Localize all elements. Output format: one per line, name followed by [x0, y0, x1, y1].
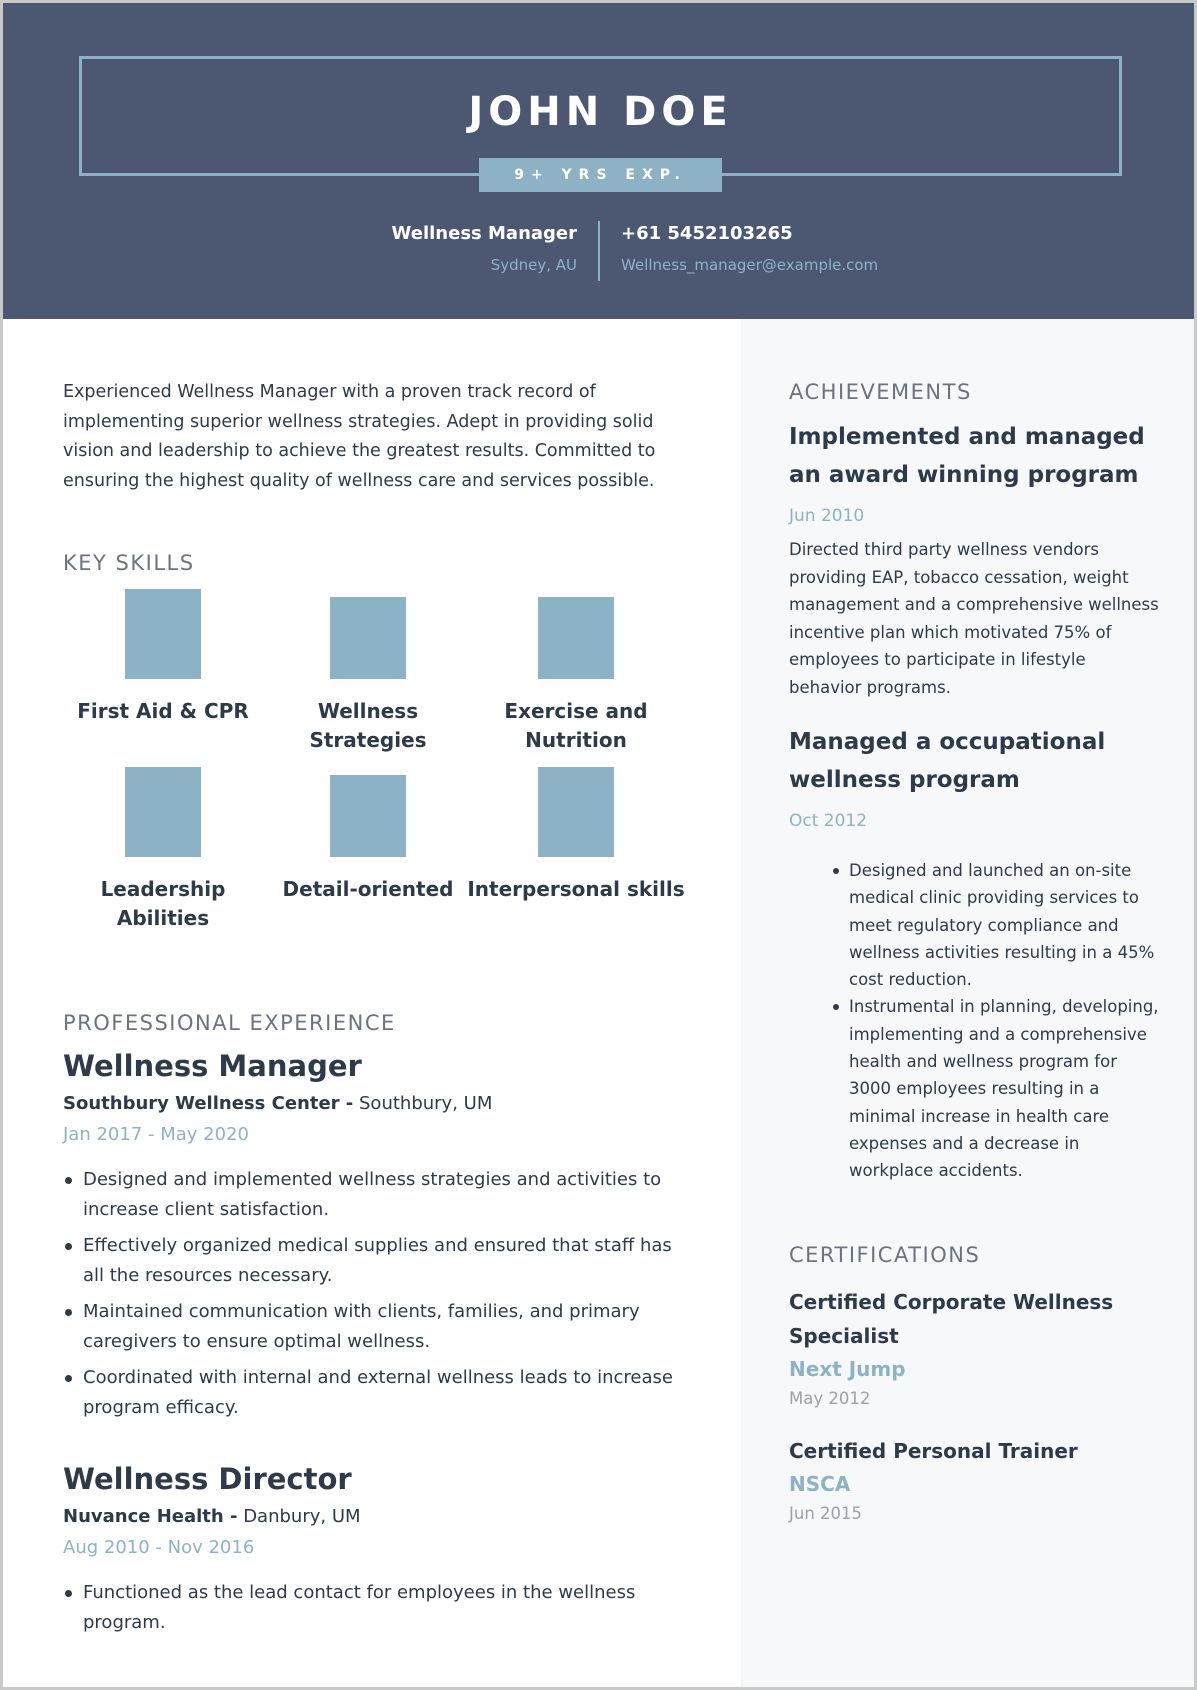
skill-icon [125, 767, 201, 857]
job-bullets [63, 1578, 683, 1637]
summary-text: Experienced Wellness Manager with a proven track record of implementing superior wellness strategies. Adept in providing solid vision and leadership to achieve the greatest results. Committed to ensuring the highest quality of wellness care and services possible. [63, 382, 656, 491]
section-title-certifications: CERTIFICATIONS [789, 1242, 981, 1267]
section-title-experience: PROFESSIONAL EXPERIENCE [63, 1011, 396, 1035]
certification-item [789, 1285, 1159, 1408]
job-position: Wellness Director [63, 1462, 352, 1496]
certification-name: Certified Corporate Wellness Specialist [789, 1289, 1114, 1348]
contact-right [621, 223, 878, 274]
achievement-title: Implemented and managed an award winning program [789, 424, 1145, 488]
job-bullet: Maintained communication with clients, families, and primary caregivers to ensure optimal wellness. [63, 1297, 683, 1356]
skill-item [63, 589, 263, 726]
company-name: Nuvance Health - [63, 1506, 238, 1527]
skill-label: Leadership Abilities [100, 877, 226, 930]
certification-date: Jun 2015 [789, 1503, 863, 1523]
skill-item [63, 767, 263, 933]
main-column [63, 378, 683, 1644]
skill-label: Wellness Strategies [309, 699, 427, 752]
skill-icon [330, 597, 406, 679]
achievement-date: Oct 2012 [789, 811, 868, 831]
contact-left [392, 223, 577, 274]
achievement-item [789, 418, 1159, 701]
job-bullet: Coordinated with internal and external wellness leads to increase program efficacy. [63, 1363, 683, 1422]
email-link[interactable]: Wellness_manager@example.com [621, 256, 879, 274]
skill-item [268, 767, 468, 904]
skill-label: Exercise and Nutrition [504, 699, 648, 752]
phone-number[interactable]: +61 5452103265 [621, 223, 793, 244]
certification-org: NSCA [789, 1471, 851, 1496]
certification-org: Next Jump [789, 1356, 906, 1381]
achievement-date: Jun 2010 [789, 506, 865, 526]
skill-item [268, 589, 468, 755]
job-bullet: Effectively organized medical supplies and ensured that staff has all the resources necessary. [63, 1231, 683, 1290]
job-position: Wellness Manager [63, 1049, 362, 1083]
skill-icon [538, 597, 614, 679]
job-dates: Jan 2017 - May 2020 [63, 1124, 249, 1145]
achievement-bullet: Designed and launched an on-site medical clinic providing services to meet regulatory compliance and wellness activities resulting in a 45% cost reduction. [849, 857, 1159, 993]
job-company [63, 1506, 683, 1527]
skill-icon [538, 767, 614, 857]
skills-grid [63, 589, 683, 959]
job-dates: Aug 2010 - Nov 2016 [63, 1537, 255, 1558]
job-company [63, 1093, 683, 1114]
section-title-skills: KEY SKILLS [63, 551, 195, 575]
skill-item [476, 589, 676, 755]
achievement-bullet: Instrumental in planning, developing, implementing and a comprehensive health and wellness program for 3000 employees resulting in a minimal increase in health care expenses and a decrease in workplace accidents. [849, 993, 1159, 1184]
achievement-item [789, 723, 1159, 1185]
skill-label: Interpersonal skills [467, 877, 685, 901]
certification-date: May 2012 [789, 1388, 871, 1408]
contact-divider [598, 221, 600, 281]
job-bullets [63, 1165, 683, 1422]
location: Sydney, AU [490, 256, 577, 274]
job-entry [63, 1049, 683, 1422]
sidebar-column [789, 380, 1159, 1523]
job-title: Wellness Manager [391, 223, 577, 244]
certification-item [789, 1434, 1159, 1523]
resume-header [3, 3, 1194, 319]
candidate-name: JOHN DOE [468, 89, 733, 135]
skill-label: First Aid & CPR [77, 699, 249, 723]
experience-badge: 9+ YRS EXP. [479, 158, 722, 192]
job-entry [63, 1462, 683, 1637]
company-location: Southbury, UM [353, 1093, 493, 1114]
skill-icon [125, 589, 201, 679]
job-bullet: Functioned as the lead contact for employees in the wellness program. [63, 1578, 683, 1637]
section-title-achievements: ACHIEVEMENTS [789, 380, 972, 404]
certification-name: Certified Personal Trainer [789, 1438, 1078, 1463]
achievement-bullets [789, 857, 1159, 1185]
company-name: Southbury Wellness Center - [63, 1093, 354, 1114]
skill-item [466, 767, 686, 904]
company-location: Danbury, UM [237, 1506, 361, 1527]
achievement-title: Managed a occupational wellness program [789, 729, 1106, 793]
achievement-description: Directed third party wellness vendors providing EAP, tobacco cessation, weight management and a comprehensive wellness incentive plan which motivated 75% of employees to participate in lifestyle behavior programs. [789, 540, 1159, 697]
skill-icon [330, 775, 406, 857]
skill-label: Detail-oriented [282, 877, 454, 901]
job-bullet: Designed and implemented wellness strategies and activities to increase client satisfaction. [63, 1165, 683, 1224]
